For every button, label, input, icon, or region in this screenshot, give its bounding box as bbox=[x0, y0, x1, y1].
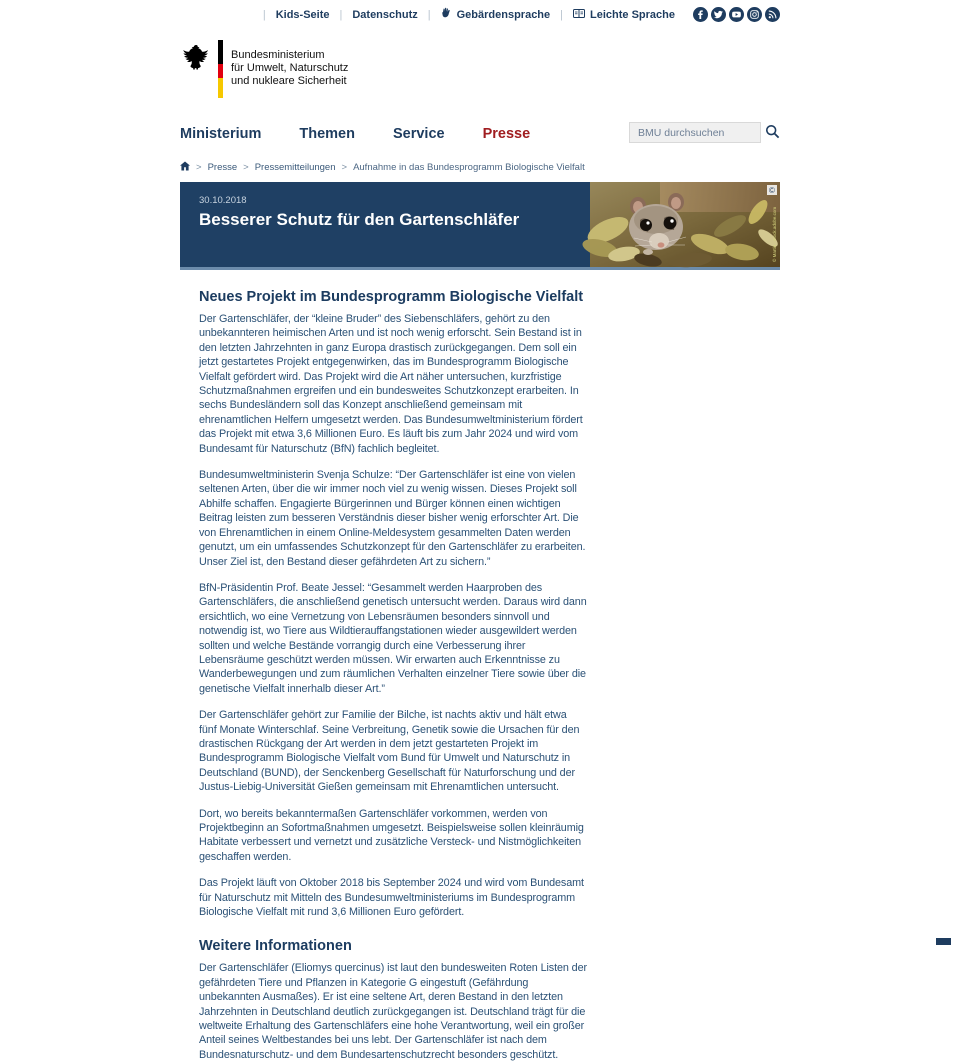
breadcrumb-link-presse[interactable]: Presse bbox=[207, 162, 238, 173]
breadcrumb-separator: > bbox=[243, 162, 249, 173]
press-release-hero bbox=[180, 182, 780, 270]
scroll-indicator[interactable] bbox=[936, 938, 951, 945]
article-paragraph: Der Gartenschläfer, der “kleine Bruder” des Siebenschläfers, gehört zu den unbekannteren heimischen Arten und ist noch wenig erforscht. Sein Bestand ist in den letzten Jahrzehnten in ganz Europa drastisch zurückgegangen. Dem soll ein jetzt gestartetes Projekt entgegenwirken, das im Bundesprogramm Biologische Vielfalt gefördert wird. Das Projekt wird die Art näher untersuchen, kurzfristige Schutzmaßnahmen ergreifen und ein bundesweites Schutzkonzept erarbeiten. In sechs Bundesländern soll das Konzept anschließend gemeinsam mit ehrenamtlichen Helfern umgesetzt werden. Das Bundesumweltministerium fördert das Projekt mit etwa 3,6 Millionen Euro. Es läuft bis zum Jahr 2024 und wird vom Bundesamt für Naturschutz (BfN) fachlich begleitet. bbox=[199, 313, 583, 455]
youtube-icon[interactable] bbox=[729, 7, 744, 22]
divider: | bbox=[427, 8, 431, 21]
topbar-link-gebaerdensprache[interactable] bbox=[441, 7, 551, 22]
article-paragraph: Bundesumweltministerin Svenja Schulze: “Der Gartenschläfer ist eine von vielen seltenen Arten, über die wir immer noch viel zu wenig wissen. Dieses Projekt soll Abhilfe schaffen. Engagierte Bürgerinnen und Bürger können einen wichtigen Beitrag leisten zum besseren Verständnis dieser bisher wenig erforschter Art. Die von Ehrenamtlichen in einem Online-Meldesystem gesammelten Daten werden genutzt, um ein umfassendes Schutzkonzept für den Gartenschläfer zu erarbeiten. Unser Ziel ist, den Bestand dieser gefährdeten Art zu sichern.” bbox=[199, 469, 586, 568]
ministry-name-line: für Umwelt, Naturschutz bbox=[231, 62, 349, 74]
main-navigation bbox=[180, 122, 780, 146]
topbar-link-label: Leichte Sprache bbox=[590, 8, 675, 21]
home-icon bbox=[180, 161, 190, 174]
social-links bbox=[693, 7, 780, 22]
divider: | bbox=[339, 8, 343, 21]
topbar-link-datenschutz[interactable]: Datenschutz bbox=[352, 8, 418, 21]
dormouse-photo bbox=[590, 182, 780, 267]
federal-eagle-icon bbox=[180, 42, 212, 79]
search-icon bbox=[765, 124, 780, 142]
article-paragraph: Der Gartenschläfer (Eliomys quercinus) ist laut den bundesweiten Roten Listen der gefährdeten Tiere und Pflanzen in Kategorie G eingestuft (Gefährdung unbekannten Ausmaßes). Er ist eine seltene Art, deren Bestand in den letzten Jahrzehnten in Deutschland deutlich zurückgegangen ist. Deutschland trägt für die weltweite Erhaltung des Gartenschläfers eine hohe Verantwortung, weil ein großer Anteil seines Weltbestandes bei uns lebt. Der Gartenschläfer ist nach dem Bundesnaturschutz- und dem Bundesartenschutzrecht besonders geschützt. bbox=[199, 962, 587, 1061]
instagram-icon[interactable] bbox=[747, 7, 762, 22]
article-paragraph: Der Gartenschläfer gehört zur Familie der Bilche, ist nachts aktiv und hält etwa fünf Monate Winterschlaf. Seine Verbreitung, Genetik sowie die Ursachen für den drastischen Rückgang der Art werden in dem jetzt gestarteten Projekt im Bundesprogramm Biologische Vielfalt vom Bund für Umwelt und Naturschutz in Deutschland (BUND), der Senckenberg Gesellschaft für Naturforschung und der Justus-Liebig-Universität Gießen gemeinsam mit Ehrenamtlichen untersucht. bbox=[199, 709, 580, 794]
topbar bbox=[0, 0, 960, 22]
divider: | bbox=[262, 8, 266, 21]
copyright-badge-symbol: © bbox=[769, 186, 775, 195]
nav-item-service[interactable]: Service bbox=[392, 126, 445, 142]
sign-language-hand-icon bbox=[441, 7, 452, 22]
ministry-name-line: Bundesministerium bbox=[231, 49, 325, 61]
breadcrumb-home[interactable] bbox=[180, 161, 190, 174]
nav-item-ministerium[interactable]: Ministerium bbox=[180, 126, 262, 142]
easy-language-book-icon bbox=[573, 8, 585, 22]
breadcrumb-link-pressemitteilungen[interactable]: Pressemitteilungen bbox=[254, 162, 336, 173]
nav-item-themen[interactable]: Themen bbox=[299, 126, 355, 142]
article-paragraph: Das Projekt läuft von Oktober 2018 bis September 2024 und wird vom Bundesamt für Naturschutz mit Mitteln des Bundesumweltministeriums im Bundesprogramm Biologische Vielfalt mit rund 3,6 Millionen Euro gefördert. bbox=[199, 877, 584, 919]
section-heading: Neues Projekt im Bundesprogramm Biologische Vielfalt bbox=[199, 289, 584, 305]
ministry-name bbox=[231, 49, 348, 88]
breadcrumb-separator: > bbox=[341, 162, 348, 173]
article-body bbox=[180, 289, 586, 1062]
facebook-icon[interactable] bbox=[693, 7, 708, 22]
article-paragraph: Dort, wo bereits bekanntermaßen Gartenschläfer vorkommen, werden von Projektbeginn an Sofortmaßnahmen umgesetzt. Beispielsweise sollen kleinräumig Habitate verbessert und vernetzt und zusätzliche Versteck- und Nistmöglichkeiten geschaffen werden. bbox=[199, 807, 584, 863]
article-paragraph: BfN-Präsidentin Prof. Beate Jessel: “Gesammelt werden Haarproben des Gartenschläfers, die anschließend genetisch untersucht werden. Daraus wird dann ersichtlich, wo eine Vernetzung von Lebensräumen besonders sinnvoll und notwendig ist, wo Tiere aus Wildtierauffangstationen wieder ausgewildert werden sollten und welche Bestände vorrangig durch eine Verbesserung ihrer Lebensräume geschützt werden müssen. Wir erwarten auch Erkenntnisse zu Wanderbewegungen und zum räumlichen Verhalten einzelner Tiere sowie über die genetische Vielfalt innerhalb dieser Art.” bbox=[199, 581, 587, 695]
topbar-link-label: Gebärdensprache bbox=[456, 8, 551, 21]
rss-icon[interactable] bbox=[765, 7, 780, 22]
divider: | bbox=[560, 8, 564, 21]
breadcrumb-current-page: Aufnahme in das Bundesprogramm Biologische Vielfalt bbox=[353, 162, 585, 173]
breadcrumb bbox=[180, 161, 780, 174]
ministry-logo[interactable] bbox=[180, 40, 780, 106]
topbar-link-leichte-sprache[interactable] bbox=[573, 8, 675, 22]
nav-item-presse[interactable]: Presse bbox=[482, 126, 531, 142]
search-button[interactable] bbox=[765, 124, 780, 142]
german-flag-stripe bbox=[218, 40, 223, 98]
search-input[interactable] bbox=[629, 122, 761, 143]
ministry-name-line: und nukleare Sicherheit bbox=[231, 75, 347, 87]
topbar-link-kids-seite[interactable]: Kids-Seite bbox=[275, 8, 330, 21]
twitter-icon[interactable] bbox=[711, 7, 726, 22]
section-heading: Weitere Informationen bbox=[199, 938, 352, 955]
site-search bbox=[629, 122, 780, 143]
publish-date: 30.10.2018 bbox=[199, 195, 247, 206]
breadcrumb-separator: > bbox=[196, 162, 202, 173]
image-credit: © Martin - stock.adobe.com bbox=[772, 206, 777, 262]
page-title: Besserer Schutz für den Gartenschläfer bbox=[199, 210, 520, 229]
